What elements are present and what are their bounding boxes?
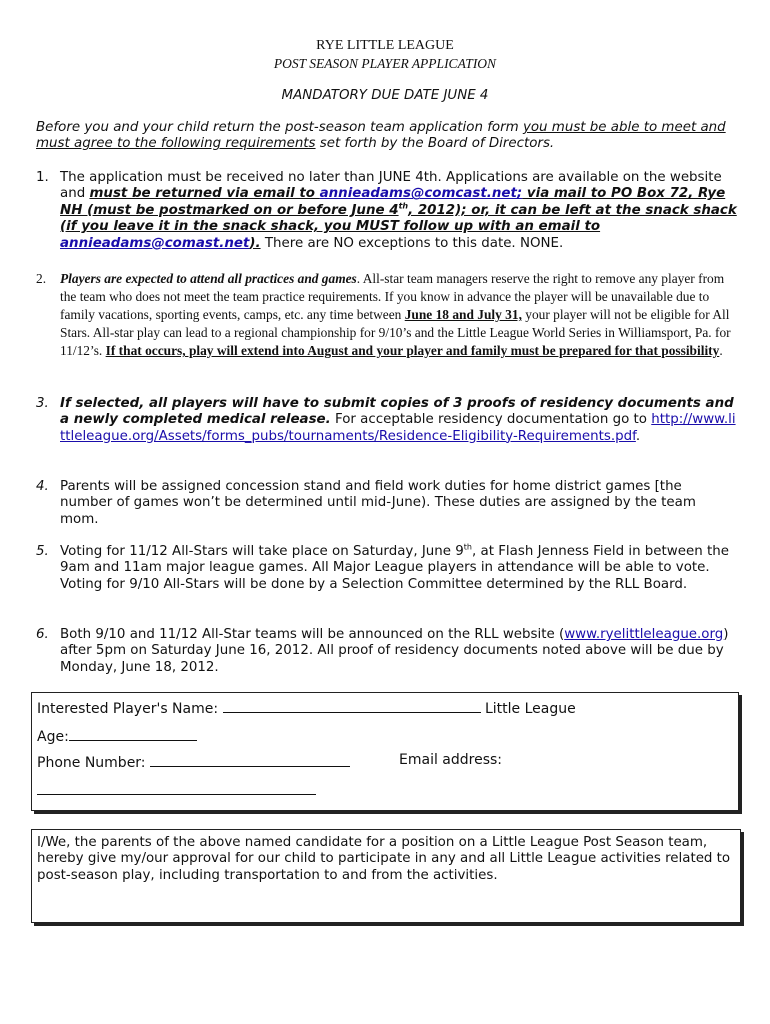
age-row [37, 726, 197, 745]
item-1-text-h: There are NO exceptions to this date. NONE. [260, 235, 564, 251]
item-1-text-g: ). [249, 235, 261, 251]
org-title: RYE LITTLE LEAGUE [316, 38, 454, 53]
item-3-text-b: For acceptable residency documentation go to [330, 412, 652, 428]
age-label: Age: [37, 729, 69, 745]
item-5-text-b: , at Flash Jenness Field in between the 9am and 11am major league games. All Major League players in attendance will be able to vote. Voting for 9/10 All-Stars will be done by a Selection Committee determined by the RLL Board. [60, 544, 729, 592]
item-3-text-a: If selected, all players will have to submit copies of 3 proofs of residency documents and a newly completed medical release. [60, 396, 734, 428]
due-date: MANDATORY DUE DATE JUNE 4 [281, 88, 489, 103]
age-field[interactable] [69, 726, 197, 741]
item-1-sup: th [398, 201, 409, 211]
intro-requirements-underlined: you must be able to meet and must agree to the following requirements [36, 120, 726, 152]
email-field[interactable] [37, 794, 316, 795]
intro-text-1: Before you and your child return the post-season team application form [36, 120, 523, 135]
email-link-2[interactable]: annieadams@comast.net [60, 235, 250, 251]
little-league-label: Little League [484, 701, 576, 717]
item-2-text-f: . [719, 343, 723, 358]
item-5 [60, 544, 738, 593]
item-1-text-e: , 2012); or, it can be left at the snack shack (if you leave it in the snack shack, you MUST follow up with an email to [60, 202, 737, 235]
item-3 [60, 396, 738, 445]
item-6-number: 6. [36, 627, 49, 642]
item-1-text-a: The application must be received no later than JUNE 4th. Applications are available on the website and [60, 170, 722, 202]
consent-text: I/We, the parents of the above named candidate for a position on a Little League Post Season team, hereby give my/our approval for our child to participate in any and all Little League activities related to post-season play, including transportation to and from the activities. [37, 835, 731, 883]
item-2-text-c: June 18 and July 31, [404, 307, 522, 322]
email-label: Email address: [399, 752, 503, 768]
item-2-number: 2. [36, 271, 47, 286]
item-6-text-b: ) after 5pm on Saturday June 16, 2012. All proof of residency documents noted above will be due by Monday, June 18, 2012. [60, 627, 729, 675]
item-5-number: 5. [36, 544, 49, 559]
phone-row [37, 752, 350, 771]
phone-field[interactable] [150, 752, 350, 767]
item-1-text-b: must be returned via email to [89, 186, 320, 202]
player-name-field[interactable] [223, 698, 481, 713]
item-4: Parents will be assigned concession stand and field work duties for home district games [the number of games won’t be determined until mid-June). These duties are assigned by the team mom. [60, 479, 696, 527]
item-2 [60, 270, 738, 360]
item-5-sup: th [463, 542, 472, 552]
item-4-number: 4. [36, 479, 49, 494]
intro-paragraph [36, 120, 736, 153]
residency-link[interactable]: http://www.littleleague.org/Assets/forms_pubs/tournaments/Residence-Eligibility-Requirements.pdf [60, 412, 736, 444]
item-2-text-d: your player will not be eligible for All Stars. All-star play can lead to a regional championship for 9/10’s and the Little League World Series in Williamsport, Pa. for 11/12’s. [60, 307, 731, 358]
item-2-text-b: . All-star team managers reserve the right to remove any player from the team who does not meet the team practice requirements. If you know in advance the player will be unavailable due to family vacations, sporting events, camps, etc. any time between [60, 271, 725, 322]
item-1 [60, 170, 738, 252]
item-6-text-a: Both 9/10 and 11/12 All-Star teams will be announced on the RLL website ( [60, 627, 565, 642]
item-1-number: 1. [36, 170, 49, 185]
item-5-text-a: Voting for 11/12 All-Stars will take place on Saturday, June 9 [60, 544, 464, 559]
player-name-row [37, 698, 576, 717]
item-2-text-a: Players are expected to attend all practices and games [60, 271, 357, 286]
item-3-text-c: . [635, 428, 641, 444]
player-name-label: Interested Player's Name: [37, 701, 219, 717]
item-1-text-d: via mail to PO Box 72, Rye NH (must be postmarked on or before June 4 [60, 186, 726, 218]
item-2-text-e: If that occurs, play will extend into August and your player and family must be prepared for that possibility [105, 343, 720, 358]
email-link-1[interactable]: annieadams@comcast.net; [319, 186, 523, 202]
phone-label: Phone Number: [37, 755, 146, 771]
item-3-number: 3. [36, 396, 49, 411]
form-title: POST SEASON PLAYER APPLICATION [273, 56, 497, 71]
website-link[interactable]: www.ryelittleleague.org [564, 627, 724, 642]
intro-text-3: set forth by the Board of Directors. [315, 136, 555, 152]
item-6 [60, 627, 738, 676]
